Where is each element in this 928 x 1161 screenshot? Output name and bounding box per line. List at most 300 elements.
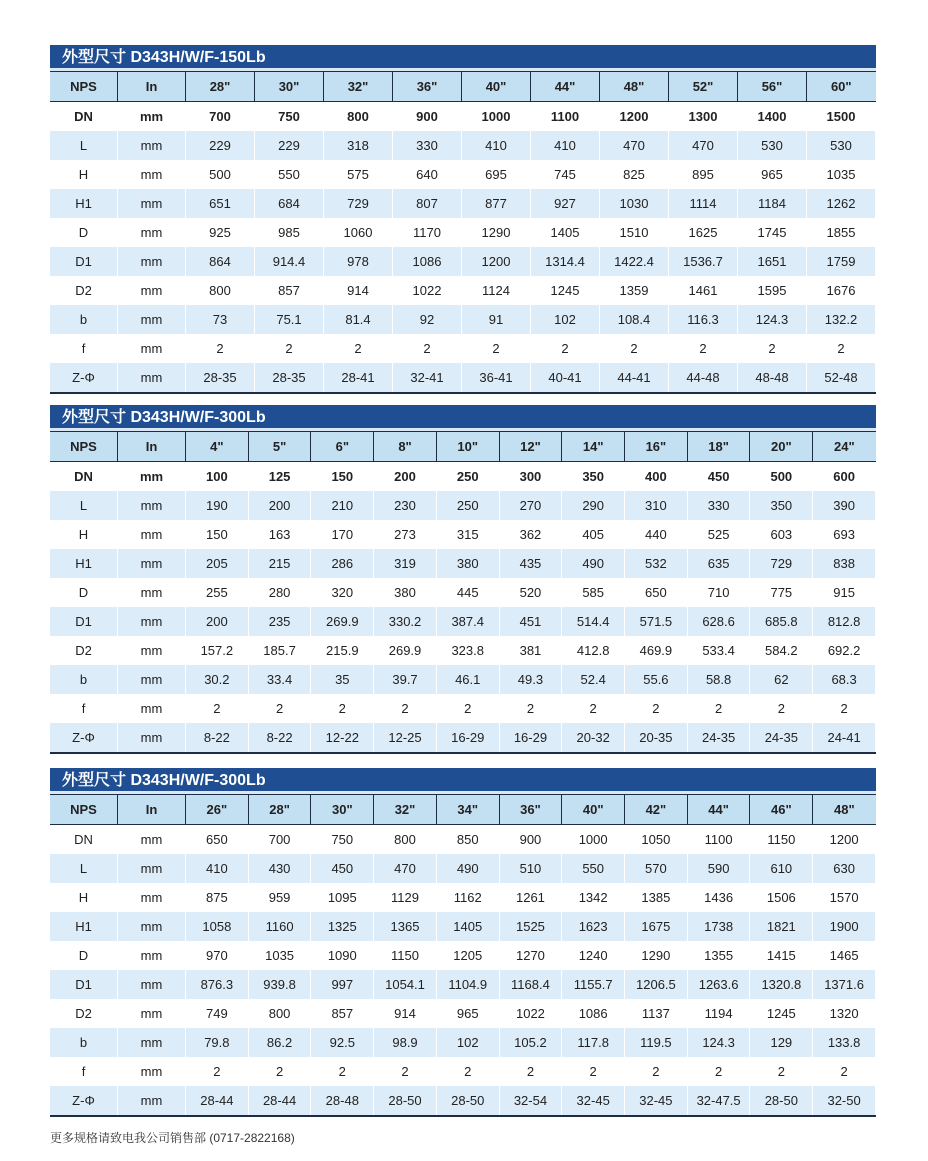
value-cell: 876.3 [186,970,249,999]
unit-cell: mm [118,854,186,883]
value-cell: 2 [248,1057,311,1086]
header-cell: 20" [750,432,813,462]
value-cell: 28-44 [186,1086,249,1116]
value-cell: 410 [186,854,249,883]
value-cell: 628.6 [687,607,750,636]
unit-cell: mm [118,491,186,520]
unit-cell: mm [118,276,186,305]
value-cell: 286 [311,549,374,578]
row-label: b [50,1028,118,1057]
table-row [50,462,876,492]
value-cell: 315 [436,520,499,549]
header-cell: NPS [50,795,118,825]
value-cell: 710 [687,578,750,607]
value-cell: 1245 [531,276,600,305]
table-row [50,102,876,132]
header-cell: 30" [255,72,324,102]
table-row [50,363,876,393]
header-cell: 46" [750,795,813,825]
table-row [50,912,876,941]
row-label: L [50,854,118,883]
value-cell: 800 [248,999,311,1028]
value-cell: 450 [311,854,374,883]
value-cell: 92 [393,305,462,334]
value-cell: 685.8 [750,607,813,636]
value-cell: 914 [374,999,437,1028]
table-section-1 [50,45,876,394]
unit-cell: mm [118,999,186,1028]
table-row [50,247,876,276]
value-cell: 927 [531,189,600,218]
value-cell: 323.8 [436,636,499,665]
table-row [50,970,876,999]
header-cell: 10" [436,432,499,462]
value-cell: 35 [311,665,374,694]
value-cell: 430 [248,854,311,883]
row-label: D [50,578,118,607]
table-row [50,1028,876,1057]
value-cell: 410 [531,131,600,160]
header-cell: 32" [374,795,437,825]
value-cell: 200 [186,607,249,636]
table-row [50,1057,876,1086]
value-cell: 1510 [600,218,669,247]
value-cell: 800 [324,102,393,132]
value-cell: 2 [562,694,625,723]
table-row [50,131,876,160]
value-cell: 269.9 [374,636,437,665]
header-row [50,72,876,102]
header-cell: 48" [600,72,669,102]
value-cell: 1050 [625,825,688,855]
value-cell: 745 [531,160,600,189]
value-cell: 116.3 [669,305,738,334]
value-cell: 965 [436,999,499,1028]
value-cell: 1500 [807,102,876,132]
value-cell: 525 [687,520,750,549]
value-cell: 381 [499,636,562,665]
table-section-3 [50,768,876,1117]
value-cell: 8-22 [186,723,249,753]
value-cell: 229 [255,131,324,160]
value-cell: 98.9 [374,1028,437,1057]
header-cell: 6" [311,432,374,462]
value-cell: 2 [186,694,249,723]
value-cell: 1371.6 [813,970,876,999]
value-cell: 1263.6 [687,970,750,999]
value-cell: 100 [186,462,249,492]
value-cell: 603 [750,520,813,549]
value-cell: 330.2 [374,607,437,636]
value-cell: 270 [499,491,562,520]
table-title: 外型尺寸 D343H/W/F-300Lb [50,405,876,431]
value-cell: 1245 [750,999,813,1028]
value-cell: 2 [600,334,669,363]
unit-cell: mm [118,549,186,578]
row-label: H1 [50,549,118,578]
value-cell: 571.5 [625,607,688,636]
header-cell: 12" [499,432,562,462]
unit-cell: mm [118,160,186,189]
value-cell: 190 [186,491,249,520]
row-label: D2 [50,636,118,665]
value-cell: 300 [499,462,562,492]
value-cell: 812.8 [813,607,876,636]
value-cell: 62 [750,665,813,694]
value-cell: 129 [750,1028,813,1057]
value-cell: 1262 [807,189,876,218]
value-cell: 2 [324,334,393,363]
value-cell: 55.6 [625,665,688,694]
value-cell: 450 [687,462,750,492]
value-cell: 1290 [462,218,531,247]
value-cell: 12-22 [311,723,374,753]
value-cell: 229 [186,131,255,160]
value-cell: 640 [393,160,462,189]
value-cell: 2 [807,334,876,363]
value-cell: 1054.1 [374,970,437,999]
value-cell: 584.2 [750,636,813,665]
value-cell: 530 [807,131,876,160]
value-cell: 39.7 [374,665,437,694]
value-cell: 550 [562,854,625,883]
value-cell: 49.3 [499,665,562,694]
table-row [50,941,876,970]
value-cell: 2 [436,1057,499,1086]
value-cell: 150 [311,462,374,492]
value-cell: 1759 [807,247,876,276]
value-cell: 108.4 [600,305,669,334]
value-cell: 1000 [462,102,531,132]
table-section-2 [50,405,876,754]
value-cell: 1090 [311,941,374,970]
value-cell: 32-47.5 [687,1086,750,1116]
value-cell: 28-50 [436,1086,499,1116]
value-cell: 1137 [625,999,688,1028]
value-cell: 2 [186,1057,249,1086]
row-label: b [50,665,118,694]
value-cell: 900 [393,102,462,132]
value-cell: 28-50 [750,1086,813,1116]
value-cell: 1355 [687,941,750,970]
header-cell: 24" [813,432,876,462]
value-cell: 1168.4 [499,970,562,999]
table-title: 外型尺寸 D343H/W/F-150Lb [50,45,876,71]
value-cell: 255 [186,578,249,607]
value-cell: 1506 [750,883,813,912]
table-row [50,854,876,883]
value-cell: 44-41 [600,363,669,393]
value-cell: 2 [687,1057,750,1086]
value-cell: 58.8 [687,665,750,694]
value-cell: 1415 [750,941,813,970]
value-cell: 1385 [625,883,688,912]
value-cell: 1095 [311,883,374,912]
value-cell: 250 [436,491,499,520]
value-cell: 630 [813,854,876,883]
value-cell: 400 [625,462,688,492]
unit-cell: mm [118,912,186,941]
value-cell: 133.8 [813,1028,876,1057]
value-cell: 1104.9 [436,970,499,999]
value-cell: 75.1 [255,305,324,334]
value-cell: 362 [499,520,562,549]
value-cell: 320 [311,578,374,607]
value-cell: 124.3 [738,305,807,334]
table-row [50,883,876,912]
value-cell: 102 [436,1028,499,1057]
header-cell: 8" [374,432,437,462]
header-cell: 36" [393,72,462,102]
footer-note: 更多规格请致电我公司销售部 (0717-2822168) [50,1131,295,1145]
value-cell: 30.2 [186,665,249,694]
header-row [50,795,876,825]
value-cell: 914 [324,276,393,305]
value-cell: 1465 [813,941,876,970]
value-cell: 119.5 [625,1028,688,1057]
row-label: f [50,694,118,723]
value-cell: 1086 [562,999,625,1028]
value-cell: 330 [687,491,750,520]
header-cell: In [118,795,186,825]
row-label: DN [50,462,118,492]
value-cell: 900 [499,825,562,855]
value-cell: 20-32 [562,723,625,753]
value-cell: 1200 [813,825,876,855]
value-cell: 16-29 [499,723,562,753]
value-cell: 387.4 [436,607,499,636]
header-cell: 4" [186,432,249,462]
value-cell: 28-41 [324,363,393,393]
value-cell: 500 [750,462,813,492]
value-cell: 32-54 [499,1086,562,1116]
header-cell: NPS [50,432,118,462]
value-cell: 1623 [562,912,625,941]
table-row [50,491,876,520]
value-cell: 12-25 [374,723,437,753]
value-cell: 1150 [374,941,437,970]
value-cell: 28-35 [255,363,324,393]
value-cell: 280 [248,578,311,607]
value-cell: 729 [750,549,813,578]
row-label: H [50,883,118,912]
value-cell: 81.4 [324,305,393,334]
value-cell: 610 [750,854,813,883]
value-cell: 24-35 [750,723,813,753]
unit-cell: mm [118,363,186,393]
value-cell: 1738 [687,912,750,941]
table-row [50,189,876,218]
value-cell: 124.3 [687,1028,750,1057]
value-cell: 230 [374,491,437,520]
value-cell: 1200 [462,247,531,276]
row-label: H1 [50,912,118,941]
value-cell: 939.8 [248,970,311,999]
value-cell: 68.3 [813,665,876,694]
value-cell: 1058 [186,912,249,941]
value-cell: 185.7 [248,636,311,665]
value-cell: 2 [436,694,499,723]
value-cell: 2 [186,334,255,363]
value-cell: 73 [186,305,255,334]
value-cell: 2 [813,694,876,723]
row-label: H [50,160,118,189]
value-cell: 1205 [436,941,499,970]
value-cell: 970 [186,941,249,970]
table-title: 外型尺寸 D343H/W/F-300Lb [50,768,876,794]
header-cell: 26" [186,795,249,825]
value-cell: 1525 [499,912,562,941]
value-cell: 532 [625,549,688,578]
value-cell: 800 [374,825,437,855]
row-label: b [50,305,118,334]
value-cell: 2 [374,694,437,723]
table-row [50,636,876,665]
value-cell: 1000 [562,825,625,855]
value-cell: 1206.5 [625,970,688,999]
value-cell: 550 [255,160,324,189]
value-cell: 1022 [499,999,562,1028]
value-cell: 693 [813,520,876,549]
table-row [50,334,876,363]
header-cell: In [118,72,186,102]
row-label: DN [50,102,118,132]
value-cell: 2 [625,694,688,723]
value-cell: 600 [813,462,876,492]
value-cell: 2 [374,1057,437,1086]
table-row [50,578,876,607]
value-cell: 749 [186,999,249,1028]
value-cell: 857 [255,276,324,305]
header-cell: 56" [738,72,807,102]
dimension-table [50,71,876,394]
unit-cell: mm [118,218,186,247]
value-cell: 79.8 [186,1028,249,1057]
table-row [50,607,876,636]
value-cell: 1035 [248,941,311,970]
value-cell: 914.4 [255,247,324,276]
value-cell: 86.2 [248,1028,311,1057]
value-cell: 729 [324,189,393,218]
value-cell: 1160 [248,912,311,941]
value-cell: 269.9 [311,607,374,636]
value-cell: 925 [186,218,255,247]
value-cell: 44-48 [669,363,738,393]
row-label: D1 [50,970,118,999]
value-cell: 150 [186,520,249,549]
value-cell: 440 [625,520,688,549]
table-row [50,999,876,1028]
value-cell: 1436 [687,883,750,912]
value-cell: 250 [436,462,499,492]
value-cell: 32-50 [813,1086,876,1116]
value-cell: 838 [813,549,876,578]
value-cell: 775 [750,578,813,607]
value-cell: 451 [499,607,562,636]
value-cell: 2 [750,694,813,723]
value-cell: 1200 [600,102,669,132]
value-cell: 1405 [436,912,499,941]
value-cell: 20-35 [625,723,688,753]
value-cell: 48-48 [738,363,807,393]
value-cell: 575 [324,160,393,189]
value-cell: 205 [186,549,249,578]
value-cell: 132.2 [807,305,876,334]
header-cell: 44" [531,72,600,102]
value-cell: 200 [248,491,311,520]
row-label: DN [50,825,118,855]
row-label: D [50,941,118,970]
value-cell: 469.9 [625,636,688,665]
value-cell: 210 [311,491,374,520]
value-cell: 470 [669,131,738,160]
row-label: L [50,131,118,160]
unit-cell: mm [118,883,186,912]
value-cell: 533.4 [687,636,750,665]
value-cell: 2 [248,694,311,723]
value-cell: 1625 [669,218,738,247]
value-cell: 1461 [669,276,738,305]
value-cell: 319 [374,549,437,578]
value-cell: 1422.4 [600,247,669,276]
value-cell: 585 [562,578,625,607]
value-cell: 24-35 [687,723,750,753]
value-cell: 1129 [374,883,437,912]
value-cell: 1675 [625,912,688,941]
value-cell: 470 [600,131,669,160]
row-label: D2 [50,999,118,1028]
table-row [50,549,876,578]
header-cell: 40" [462,72,531,102]
value-cell: 310 [625,491,688,520]
row-label: f [50,334,118,363]
value-cell: 105.2 [499,1028,562,1057]
value-cell: 36-41 [462,363,531,393]
value-cell: 750 [255,102,324,132]
table-row [50,218,876,247]
header-cell: 18" [687,432,750,462]
table-row [50,723,876,753]
value-cell: 2 [687,694,750,723]
unit-cell: mm [118,131,186,160]
row-label: D1 [50,247,118,276]
header-cell: 44" [687,795,750,825]
value-cell: 1651 [738,247,807,276]
value-cell: 1194 [687,999,750,1028]
unit-cell: mm [118,941,186,970]
value-cell: 200 [374,462,437,492]
value-cell: 650 [186,825,249,855]
value-cell: 1162 [436,883,499,912]
unit-cell: mm [118,334,186,363]
unit-cell: mm [118,636,186,665]
table-row [50,520,876,549]
value-cell: 40-41 [531,363,600,393]
unit-cell: mm [118,1086,186,1116]
unit-cell: mm [118,102,186,132]
value-cell: 28-44 [248,1086,311,1116]
value-cell: 1270 [499,941,562,970]
value-cell: 985 [255,218,324,247]
value-cell: 750 [311,825,374,855]
value-cell: 1124 [462,276,531,305]
value-cell: 514.4 [562,607,625,636]
value-cell: 590 [687,854,750,883]
value-cell: 28-50 [374,1086,437,1116]
value-cell: 2 [531,334,600,363]
row-label: Z-Φ [50,363,118,393]
value-cell: 2 [499,1057,562,1086]
